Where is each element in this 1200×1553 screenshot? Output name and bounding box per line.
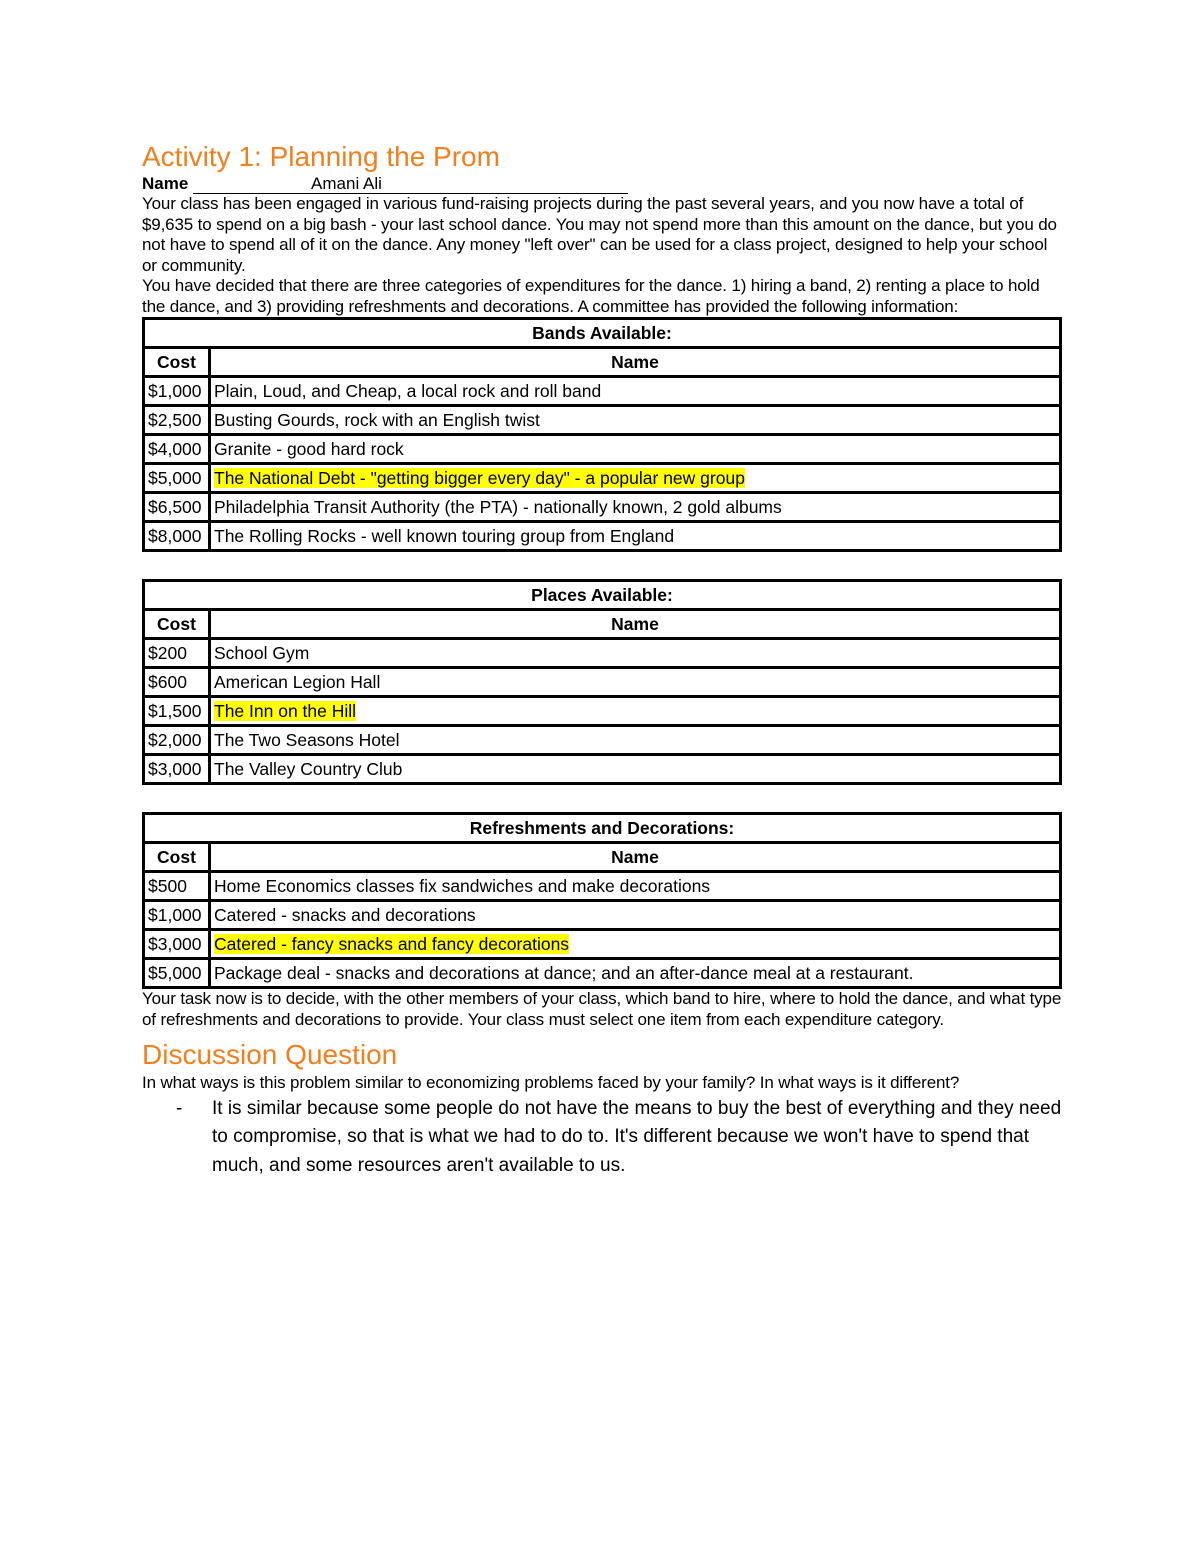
- highlighted-choice: Catered - fancy snacks and fancy decorations: [214, 933, 570, 954]
- expenditure-table: [142, 579, 1062, 785]
- option-name: The Two Seasons Hotel: [214, 729, 400, 750]
- option-name: Catered - snacks and decorations: [214, 904, 476, 925]
- cost-header: Cost: [144, 610, 210, 639]
- name-cell: [210, 930, 1061, 959]
- table-row: [144, 493, 1061, 522]
- table-row: [144, 959, 1061, 988]
- name-header: Name: [210, 610, 1061, 639]
- name-cell: [210, 493, 1061, 522]
- name-header: Name: [210, 348, 1061, 377]
- intro-paragraph-1: Your class has been engaged in various fund-raising projects during the past several years, and you now have a total of $9,635 to spend on a big bash - your last school dance. You may not spend more than this amount on the dance, but you do not have to spend all of it on the dance. Any money "left over" can be used for a class project, designed to help your school or community.: [142, 194, 1057, 275]
- document-page: [142, 140, 1062, 1180]
- table-row: [144, 901, 1061, 930]
- table-row: [144, 522, 1061, 551]
- answer-item: [176, 1095, 1062, 1181]
- intro-paragraph-2: You have decided that there are three categories of expenditures for the dance. 1) hiring a band, 2) renting a place to hold the dance, and 3) providing refreshments and decorations. A committee has provided the following information:: [142, 276, 1040, 316]
- name-cell: [210, 668, 1061, 697]
- cost-cell: $1,500: [144, 697, 210, 726]
- table-title-row: [144, 319, 1061, 348]
- option-name: Package deal - snacks and decorations at dance; and an after-dance meal at a restaurant.: [214, 962, 914, 983]
- name-cell: [210, 901, 1061, 930]
- cost-cell: $3,000: [144, 755, 210, 784]
- table-title: Refreshments and Decorations:: [144, 814, 1061, 843]
- name-cell: [210, 697, 1061, 726]
- name-cell: [210, 406, 1061, 435]
- task-paragraph: Your task now is to decide, with the other members of your class, which band to hire, where to hold the dance, and what type of refreshments and decorations to provide. Your class must select one item from each expenditure category.: [142, 989, 1062, 1029]
- cost-cell: $6,500: [144, 493, 210, 522]
- table-row: [144, 930, 1061, 959]
- cost-header: Cost: [144, 843, 210, 872]
- table-row: [144, 668, 1061, 697]
- option-name: Philadelphia Transit Authority (the PTA) - nationally known, 2 gold albums: [214, 496, 782, 517]
- name-cell: [210, 377, 1061, 406]
- cost-cell: $2,000: [144, 726, 210, 755]
- name-cell: [210, 639, 1061, 668]
- expenditure-tables: [142, 317, 1062, 989]
- table-row: [144, 726, 1061, 755]
- cost-cell: $1,000: [144, 377, 210, 406]
- table-row: [144, 464, 1061, 493]
- table-header-row: [144, 610, 1061, 639]
- table-row: [144, 697, 1061, 726]
- answer-text: It is similar because some people do not have the means to buy the best of everything and they need to compromise, so that is what we had to do to. It's different because we won't have to spend that much, and some resources aren't available to us.: [212, 1097, 1062, 1176]
- table-title: Places Available:: [144, 581, 1061, 610]
- cost-cell: $200: [144, 639, 210, 668]
- name-cell: [210, 464, 1061, 493]
- cost-cell: $8,000: [144, 522, 210, 551]
- name-cell: [210, 522, 1061, 551]
- option-name: Home Economics classes fix sandwiches and make decorations: [214, 875, 711, 896]
- option-name: Granite - good hard rock: [214, 438, 404, 459]
- cost-cell: $500: [144, 872, 210, 901]
- table-title-row: [144, 814, 1061, 843]
- name-label: Name: [142, 174, 189, 193]
- option-name: Busting Gourds, rock with an English twist: [214, 409, 540, 430]
- cost-cell: $3,000: [144, 930, 210, 959]
- cost-header: Cost: [144, 348, 210, 377]
- table-row: [144, 377, 1061, 406]
- name-header: Name: [210, 843, 1061, 872]
- cost-cell: $600: [144, 668, 210, 697]
- name-cell: [210, 959, 1061, 988]
- option-name: Plain, Loud, and Cheap, a local rock and roll band: [214, 380, 602, 401]
- table-row: [144, 872, 1061, 901]
- name-field: [193, 175, 628, 194]
- option-name: The Valley Country Club: [214, 758, 403, 779]
- name-cell: [210, 726, 1061, 755]
- name-cell: [210, 435, 1061, 464]
- option-name: The Rolling Rocks - well known touring group from England: [214, 525, 675, 546]
- name-cell: [210, 755, 1061, 784]
- table-row: [144, 435, 1061, 464]
- name-cell: [210, 872, 1061, 901]
- discussion-question: In what ways is this problem similar to economizing problems faced by your family? In what ways is it different?: [142, 1073, 960, 1092]
- discussion-heading: Discussion Question: [142, 1039, 398, 1070]
- table-row: [144, 639, 1061, 668]
- cost-cell: $2,500: [144, 406, 210, 435]
- table-spacer: [142, 552, 1062, 579]
- table-row: [144, 406, 1061, 435]
- answer-bullet: -: [176, 1097, 183, 1119]
- cost-cell: $4,000: [144, 435, 210, 464]
- table-title: Bands Available:: [144, 319, 1061, 348]
- table-header-row: [144, 843, 1061, 872]
- expenditure-table: [142, 317, 1062, 552]
- page-title: Activity 1: Planning the Prom: [142, 141, 500, 172]
- name-value: Amani Ali: [311, 174, 382, 193]
- expenditure-table: [142, 812, 1062, 989]
- table-row: [144, 755, 1061, 784]
- cost-cell: $5,000: [144, 464, 210, 493]
- name-line: [142, 174, 1062, 194]
- highlighted-choice: The National Debt - "getting bigger every day" - a popular new group: [214, 467, 745, 488]
- table-spacer: [142, 785, 1062, 812]
- table-header-row: [144, 348, 1061, 377]
- cost-cell: $5,000: [144, 959, 210, 988]
- highlighted-choice: The Inn on the Hill: [214, 700, 357, 721]
- table-title-row: [144, 581, 1061, 610]
- option-name: School Gym: [214, 642, 310, 663]
- cost-cell: $1,000: [144, 901, 210, 930]
- option-name: American Legion Hall: [214, 671, 381, 692]
